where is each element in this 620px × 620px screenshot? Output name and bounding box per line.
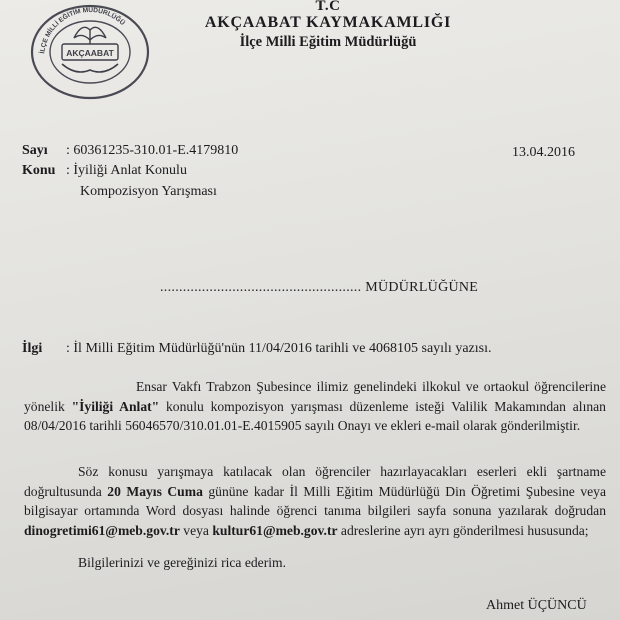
addressee-line: ..................................................... MÜDÜRLÜĞÜNE: [160, 280, 479, 295]
paragraph-2: [24, 462, 606, 540]
sayi-label: Sayı: [22, 143, 48, 158]
paragraph-2-text-end: adreslerine ayrı ayrı gönderilmesi hususunda;: [337, 522, 589, 538]
paragraph-2-text-mid: gününe kadar İl Milli Eğitim Müdürlüğü Din Öğretimi Şubesine veya bilgisayar ortamında Word dosyası halinde öğrenci tanıma bilgileri sayfa sonuna yazılarak doğrudan: [24, 483, 606, 519]
paragraph-2-text: Söz konusu yarışmaya katılacak olan öğrenciler hazırlayacakları eserleri ekli şartname doğrultusunda: [24, 464, 606, 499]
paragraph-1-text: Ensar Vakfı Trabzon Şubesince ilimiz genelindeki ilkokul ve ortaokul öğrencilerine yönelik: [24, 379, 606, 414]
sayi-value: : 60361235-310.01-E.4179810: [66, 143, 239, 158]
sayi-line: [22, 143, 238, 159]
deadline-date: 20 Mayıs Cuma: [107, 483, 203, 499]
header-organization: AKÇAABAT KAYMAKAMLIĞI: [204, 14, 452, 31]
signature-name: Ahmet ÜÇÜNCÜ: [486, 598, 587, 613]
seal-top-text: İLÇE MİLLİ EĞİTİM MÜDÜRLÜĞÜ: [39, 6, 126, 54]
seal-center-text: AKÇAABAT: [66, 48, 114, 58]
email-kultur-link[interactable]: kultur61@meb.gov.tr: [212, 522, 338, 538]
header-tc: T.C: [315, 0, 341, 14]
ilgi-line: [22, 341, 491, 357]
document-date: 13.04.2016: [512, 145, 575, 160]
closing-sentence: Bilgilerinizi ve gereğinizi rica ederim.: [78, 555, 286, 570]
paragraph-1: [24, 377, 606, 436]
ilgi-label: İlgi: [22, 341, 43, 356]
konu-label: Konu: [22, 163, 56, 178]
paragraph-1-text-end: konulu kompozisyon yarışması düzenleme isteği Valilik Makamından alınan 08/04/2016 tarihli 56046570/310.01.01-E.4015905 sayılı Onayı ve ekleri e-mail olarak gönderilmiştir.: [24, 398, 606, 434]
konu-value: : İyiliği Anlat Konulu: [66, 163, 187, 178]
competition-name: "İyiliği Anlat": [71, 398, 160, 414]
paragraph-2-conjunction: veya: [179, 522, 213, 538]
email-dinogretimi-link[interactable]: dinogretimi61@meb.gov.tr: [24, 522, 180, 538]
konu-line: [22, 163, 187, 179]
header-unit: İlçe Milli Eğitim Müdürlüğü: [239, 34, 417, 50]
konu-value-continued: Kompozisyon Yarışması: [80, 184, 217, 199]
ilgi-value: : İl Milli Eğitim Müdürlüğü'nün 11/04/2016 tarihli ve 4068105 sayılı yazısı.: [66, 341, 492, 356]
